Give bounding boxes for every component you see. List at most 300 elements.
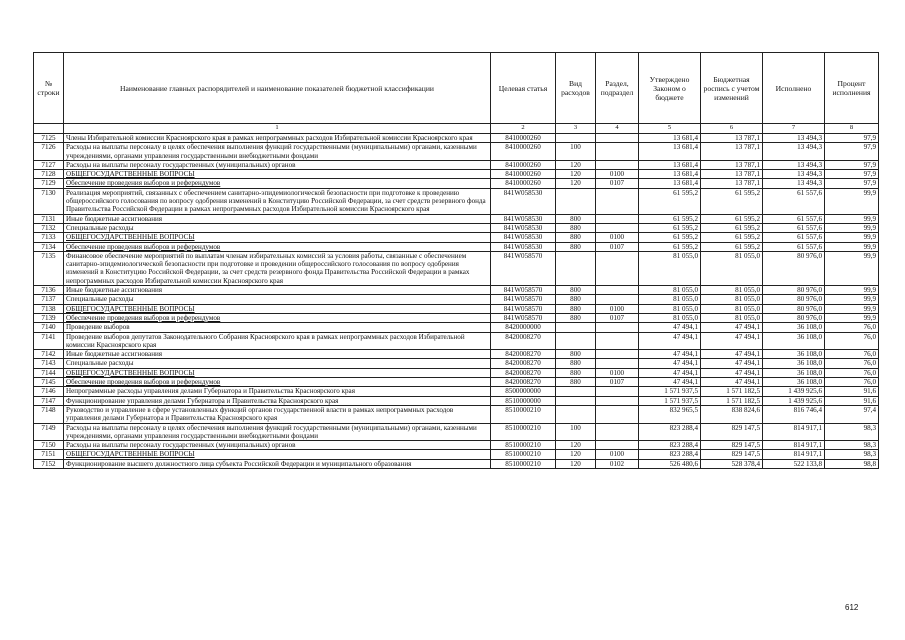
row-name: Финансовое обеспечение мероприятий по выплатам членам избирательных комиссий за условия работы, связанные с обеспечением санитарно-эпидемиологической безопасности при подготовке и проведении общероссийского голосования по вопросу одобрения изменений в Конституцию Российской Федерации, за счет средств резервного фонда Правительства Российской Федерации в рамках непрограммных расходов Избирательной комиссии Красноярского края	[64, 251, 491, 285]
row-number: 7145	[34, 378, 64, 387]
row-number: 7144	[34, 368, 64, 377]
row-approved: 823 288,4	[639, 441, 701, 450]
row-percent: 97,9	[825, 160, 879, 169]
row-executed: 36 108,0	[763, 378, 825, 387]
row-schedule: 13 787,1	[701, 179, 763, 188]
row-approved: 81 055,0	[639, 251, 701, 285]
row-name: Проведение выборов депутатов Законодательного Собрания Красноярского края в рамках непрограммных расходов Избирательной комиссии Красноярского края	[64, 332, 491, 350]
row-name	[64, 170, 491, 179]
row-schedule: 61 595,2	[701, 223, 763, 232]
row-approved: 61 595,2	[639, 223, 701, 232]
row-schedule: 47 494,1	[701, 368, 763, 377]
row-percent: 99,9	[825, 251, 879, 285]
column-number: 1	[64, 124, 491, 134]
row-executed: 80 976,0	[763, 295, 825, 304]
row-percent: 76,0	[825, 359, 879, 368]
row-percent: 99,9	[825, 223, 879, 232]
row-expense-type: 880	[556, 378, 596, 387]
row-executed: 61 557,6	[763, 188, 825, 214]
row-number: 7132	[34, 223, 64, 232]
row-approved: 81 055,0	[639, 295, 701, 304]
header-name: Наименование главных распорядителей и наименование показателей бюджетной классификации	[64, 53, 491, 124]
table-row	[34, 359, 879, 368]
row-executed: 1 439 925,6	[763, 387, 825, 396]
row-schedule: 81 055,0	[701, 286, 763, 295]
row-approved: 13 681,4	[639, 134, 701, 143]
row-executed: 13 494,3	[763, 179, 825, 188]
table-row	[34, 423, 879, 441]
row-name-text: Обеспечение проведения выборов и референдумов	[66, 242, 221, 251]
table-row	[34, 441, 879, 450]
row-name: Специальные расходы	[64, 295, 491, 304]
row-expense-type: 120	[556, 170, 596, 179]
row-expense-type	[556, 188, 596, 214]
header-vid: Вид расходов	[556, 53, 596, 124]
row-approved: 832 965,5	[639, 405, 701, 423]
row-name	[64, 450, 491, 459]
row-expense-type	[556, 134, 596, 143]
table-row	[34, 214, 879, 223]
row-section	[596, 188, 639, 214]
row-executed: 13 494,3	[763, 143, 825, 161]
row-percent: 76,0	[825, 350, 879, 359]
row-name-text: Обеспечение проведения выборов и референдумов	[66, 378, 221, 387]
table-row	[34, 313, 879, 322]
row-approved: 47 494,1	[639, 323, 701, 332]
row-section	[596, 286, 639, 295]
row-approved: 61 595,2	[639, 233, 701, 242]
row-section: 0102	[596, 459, 639, 468]
row-target-code: 8410000260	[491, 170, 556, 179]
table-row	[34, 233, 879, 242]
row-approved: 47 494,1	[639, 378, 701, 387]
row-schedule: 81 055,0	[701, 304, 763, 313]
row-name: Расходы на выплаты персоналу в целях обеспечения выполнения функций государственными (муниципальными) органами, казенными учреждениями, органами управления государственными внебюджетными фондами	[64, 423, 491, 441]
row-section: 0107	[596, 378, 639, 387]
row-target-code: 8420008270	[491, 368, 556, 377]
row-expense-type: 880	[556, 313, 596, 322]
row-target-code: 8410000260	[491, 179, 556, 188]
row-schedule: 47 494,1	[701, 323, 763, 332]
row-schedule: 13 787,1	[701, 143, 763, 161]
row-percent: 99,9	[825, 295, 879, 304]
row-expense-type: 880	[556, 304, 596, 313]
row-name-text: ОБЩЕГОСУДАРСТВЕННЫЕ ВОПРОСЫ	[66, 233, 195, 242]
row-section: 0107	[596, 313, 639, 322]
row-executed: 80 976,0	[763, 304, 825, 313]
row-number: 7147	[34, 396, 64, 405]
row-approved: 13 681,4	[639, 170, 701, 179]
row-name: Руководство и управление в сфере установленных функций органов государственной власти в рамках непрограммных расходов управления делами Губернатора и Правительства Красноярского края	[64, 405, 491, 423]
row-expense-type: 120	[556, 160, 596, 169]
row-schedule: 1 571 182,5	[701, 387, 763, 396]
row-name	[64, 368, 491, 377]
row-section	[596, 359, 639, 368]
row-schedule: 829 147,5	[701, 423, 763, 441]
row-section: 0107	[596, 242, 639, 251]
row-executed: 36 108,0	[763, 359, 825, 368]
row-percent: 76,0	[825, 378, 879, 387]
table-row	[34, 396, 879, 405]
header-razd: Раздел, подраздел	[596, 53, 639, 124]
row-approved: 823 288,4	[639, 450, 701, 459]
row-name: Расходы на выплаты персоналу государственных (муниципальных) органов	[64, 160, 491, 169]
table-row	[34, 405, 879, 423]
table-row	[34, 134, 879, 143]
row-expense-type: 120	[556, 179, 596, 188]
row-number: 7126	[34, 143, 64, 161]
row-approved: 47 494,1	[639, 359, 701, 368]
row-target-code: 8510000210	[491, 441, 556, 450]
row-percent: 97,9	[825, 179, 879, 188]
row-target-code: 841W058570	[491, 304, 556, 313]
row-percent: 97,9	[825, 143, 879, 161]
row-section	[596, 323, 639, 332]
row-expense-type: 880	[556, 223, 596, 232]
row-approved: 1 571 937,5	[639, 387, 701, 396]
header-num: № строки	[34, 53, 64, 124]
header-percent: Процент исполнения	[825, 53, 879, 124]
row-schedule: 13 787,1	[701, 170, 763, 179]
row-name-text: ОБЩЕГОСУДАРСТВЕННЫЕ ВОПРОСЫ	[66, 170, 195, 179]
row-number: 7137	[34, 295, 64, 304]
row-approved: 13 681,4	[639, 143, 701, 161]
column-number: 4	[596, 124, 639, 134]
row-number: 7127	[34, 160, 64, 169]
row-target-code: 841W058530	[491, 242, 556, 251]
row-name-text: ОБЩЕГОСУДАРСТВЕННЫЕ ВОПРОСЫ	[66, 304, 195, 313]
row-section: 0100	[596, 170, 639, 179]
row-approved: 47 494,1	[639, 368, 701, 377]
row-executed: 61 557,6	[763, 214, 825, 223]
row-expense-type: 800	[556, 350, 596, 359]
row-expense-type: 800	[556, 214, 596, 223]
table-row	[34, 323, 879, 332]
row-expense-type: 120	[556, 450, 596, 459]
table-row	[34, 179, 879, 188]
header-executed: Исполнено	[763, 53, 825, 124]
row-name: Иные бюджетные ассигнования	[64, 350, 491, 359]
row-section	[596, 387, 639, 396]
row-target-code: 8410000260	[491, 143, 556, 161]
row-schedule: 81 055,0	[701, 295, 763, 304]
row-name: Специальные расходы	[64, 359, 491, 368]
page-number: 612	[845, 603, 859, 612]
table-row	[34, 286, 879, 295]
table-row	[34, 251, 879, 285]
row-name: Специальные расходы	[64, 223, 491, 232]
row-section: 0100	[596, 450, 639, 459]
row-section	[596, 223, 639, 232]
row-target-code: 8420008270	[491, 350, 556, 359]
row-executed: 61 557,6	[763, 233, 825, 242]
row-executed: 814 917,1	[763, 441, 825, 450]
row-number: 7131	[34, 214, 64, 223]
row-target-code: 841W058530	[491, 233, 556, 242]
row-target-code: 8420008270	[491, 378, 556, 387]
row-schedule: 47 494,1	[701, 332, 763, 350]
row-target-code: 8510000000	[491, 396, 556, 405]
row-percent: 99,9	[825, 286, 879, 295]
row-name: Реализация мероприятий, связанных с обеспечением санитарно-эпидемиологической безопасности при подготовке к проведению общероссийского голосования по вопросу одобрения изменений в Конституцию Российской Федерации, за счет средств резервного фонда Правительства Российской Федерации в рамках непрограммных расходов Избирательной комиссии Красноярского края	[64, 188, 491, 214]
row-executed: 80 976,0	[763, 251, 825, 285]
row-schedule: 838 824,6	[701, 405, 763, 423]
row-executed: 522 133,8	[763, 459, 825, 468]
row-target-code: 841W058570	[491, 251, 556, 285]
row-number: 7148	[34, 405, 64, 423]
row-name-text: ОБЩЕГОСУДАРСТВЕННЫЕ ВОПРОСЫ	[66, 450, 195, 459]
table-row	[34, 368, 879, 377]
column-number	[34, 124, 64, 134]
column-number: 3	[556, 124, 596, 134]
row-name-text: ОБЩЕГОСУДАРСТВЕННЫЕ ВОПРОСЫ	[66, 368, 195, 377]
row-schedule: 528 378,4	[701, 459, 763, 468]
row-name: Иные бюджетные ассигнования	[64, 214, 491, 223]
row-number: 7139	[34, 313, 64, 322]
row-executed: 1 439 925,6	[763, 396, 825, 405]
row-schedule: 1 571 182,5	[701, 396, 763, 405]
row-target-code: 8410000260	[491, 134, 556, 143]
row-expense-type	[556, 396, 596, 405]
row-number: 7143	[34, 359, 64, 368]
row-name: Функционирование управления делами Губернатора и Правительства Красноярского края	[64, 396, 491, 405]
row-target-code: 8420008270	[491, 332, 556, 350]
row-schedule: 829 147,5	[701, 441, 763, 450]
row-schedule: 13 787,1	[701, 134, 763, 143]
row-number: 7130	[34, 188, 64, 214]
row-approved: 823 288,4	[639, 423, 701, 441]
row-target-code: 841W058530	[491, 188, 556, 214]
row-approved: 47 494,1	[639, 350, 701, 359]
row-percent: 91,6	[825, 387, 879, 396]
row-section	[596, 295, 639, 304]
row-name	[64, 304, 491, 313]
row-percent: 97,4	[825, 405, 879, 423]
row-expense-type	[556, 323, 596, 332]
row-section	[596, 143, 639, 161]
row-section	[596, 332, 639, 350]
row-section	[596, 134, 639, 143]
row-name: Функционирование высшего должностного лица субъекта Российской Федерации и муниципального образования	[64, 459, 491, 468]
table-row	[34, 304, 879, 313]
row-number: 7128	[34, 170, 64, 179]
row-executed: 814 917,1	[763, 423, 825, 441]
row-percent: 76,0	[825, 368, 879, 377]
row-section	[596, 160, 639, 169]
table-row	[34, 242, 879, 251]
row-expense-type	[556, 332, 596, 350]
row-number: 7141	[34, 332, 64, 350]
row-number: 7138	[34, 304, 64, 313]
column-number: 8	[825, 124, 879, 134]
row-percent: 98,3	[825, 423, 879, 441]
row-section: 0100	[596, 233, 639, 242]
row-expense-type: 880	[556, 368, 596, 377]
row-percent: 98,3	[825, 441, 879, 450]
row-name: Проведение выборов	[64, 323, 491, 332]
row-executed: 36 108,0	[763, 368, 825, 377]
row-schedule: 61 595,2	[701, 242, 763, 251]
row-schedule: 47 494,1	[701, 350, 763, 359]
table-row	[34, 223, 879, 232]
row-name: Члены Избирательной комиссии Красноярского края в рамках непрограммных расходов Избирательной комиссии Красноярского края	[64, 134, 491, 143]
table-row	[34, 450, 879, 459]
row-target-code: 8510000210	[491, 405, 556, 423]
row-expense-type	[556, 251, 596, 285]
row-section: 0100	[596, 368, 639, 377]
row-target-code: 841W058530	[491, 214, 556, 223]
row-target-code: 8510000210	[491, 450, 556, 459]
row-approved: 47 494,1	[639, 332, 701, 350]
row-approved: 13 681,4	[639, 179, 701, 188]
row-target-code: 8510000210	[491, 423, 556, 441]
table-row	[34, 188, 879, 214]
row-schedule: 829 147,5	[701, 450, 763, 459]
row-section	[596, 441, 639, 450]
row-name: Иные бюджетные ассигнования	[64, 286, 491, 295]
header-schedule: Бюджетная роспись с учетом изменений	[701, 53, 763, 124]
row-expense-type: 100	[556, 423, 596, 441]
row-target-code: 8510000210	[491, 459, 556, 468]
row-name: Непрограммные расходы управления делами Губернатора и Правительства Красноярского края	[64, 387, 491, 396]
row-executed: 80 976,0	[763, 313, 825, 322]
table-row	[34, 387, 879, 396]
row-section	[596, 251, 639, 285]
header-row	[34, 53, 879, 124]
row-approved: 1 571 937,5	[639, 396, 701, 405]
row-percent: 98,8	[825, 459, 879, 468]
row-approved: 61 595,2	[639, 214, 701, 223]
column-number: 2	[491, 124, 556, 134]
row-number: 7134	[34, 242, 64, 251]
row-section	[596, 396, 639, 405]
row-executed: 36 108,0	[763, 332, 825, 350]
row-expense-type: 880	[556, 359, 596, 368]
row-approved: 61 595,2	[639, 188, 701, 214]
row-executed: 13 494,3	[763, 160, 825, 169]
row-expense-type: 120	[556, 459, 596, 468]
row-percent: 99,9	[825, 242, 879, 251]
row-name-text: Обеспечение проведения выборов и референдумов	[66, 313, 221, 322]
row-expense-type	[556, 387, 596, 396]
row-percent: 97,9	[825, 170, 879, 179]
row-expense-type: 120	[556, 441, 596, 450]
row-percent: 97,9	[825, 134, 879, 143]
row-target-code: 8420008270	[491, 359, 556, 368]
row-number: 7135	[34, 251, 64, 285]
row-target-code: 841W058570	[491, 295, 556, 304]
row-approved: 526 480,6	[639, 459, 701, 468]
row-number: 7140	[34, 323, 64, 332]
row-expense-type: 880	[556, 242, 596, 251]
row-percent: 98,3	[825, 450, 879, 459]
column-number: 6	[701, 124, 763, 134]
row-number: 7146	[34, 387, 64, 396]
header-code: Целевая статья	[491, 53, 556, 124]
table-row	[34, 143, 879, 161]
row-number: 7152	[34, 459, 64, 468]
row-executed: 13 494,3	[763, 134, 825, 143]
row-target-code: 841W058530	[491, 223, 556, 232]
row-expense-type	[556, 405, 596, 423]
row-executed: 13 494,3	[763, 170, 825, 179]
row-approved: 81 055,0	[639, 286, 701, 295]
row-percent: 99,9	[825, 233, 879, 242]
table-row	[34, 459, 879, 468]
row-name	[64, 242, 491, 251]
row-section	[596, 423, 639, 441]
row-expense-type: 100	[556, 143, 596, 161]
row-section	[596, 214, 639, 223]
row-target-code: 841W058570	[491, 286, 556, 295]
row-section	[596, 350, 639, 359]
row-target-code: 841W058570	[491, 313, 556, 322]
row-schedule: 47 494,1	[701, 359, 763, 368]
header-approved: Утверждено Законом о бюджете	[639, 53, 701, 124]
row-name	[64, 313, 491, 322]
row-percent: 99,9	[825, 188, 879, 214]
column-number-row	[34, 124, 879, 134]
row-number: 7149	[34, 423, 64, 441]
row-number: 7142	[34, 350, 64, 359]
row-schedule: 13 787,1	[701, 160, 763, 169]
table-row	[34, 160, 879, 169]
table-body	[34, 134, 879, 469]
row-schedule: 61 595,2	[701, 233, 763, 242]
row-expense-type: 880	[556, 233, 596, 242]
column-number: 7	[763, 124, 825, 134]
row-schedule: 47 494,1	[701, 378, 763, 387]
row-section	[596, 405, 639, 423]
row-name: Расходы на выплаты персоналу в целях обеспечения выполнения функций государственными (муниципальными) органами, казенными учреждениями, органами управления государственными внебюджетными фондами	[64, 143, 491, 161]
budget-table	[33, 52, 879, 469]
row-target-code: 8500000000	[491, 387, 556, 396]
row-schedule: 61 595,2	[701, 214, 763, 223]
row-approved: 81 055,0	[639, 304, 701, 313]
row-schedule: 61 595,2	[701, 188, 763, 214]
row-schedule: 81 055,0	[701, 313, 763, 322]
row-name: Расходы на выплаты персоналу государственных (муниципальных) органов	[64, 441, 491, 450]
row-expense-type: 880	[556, 295, 596, 304]
row-executed: 80 976,0	[763, 286, 825, 295]
column-number: 5	[639, 124, 701, 134]
table-row	[34, 170, 879, 179]
row-name-text: Обеспечение проведения выборов и референдумов	[66, 179, 221, 188]
row-executed: 36 108,0	[763, 323, 825, 332]
row-section: 0107	[596, 179, 639, 188]
row-executed: 816 746,4	[763, 405, 825, 423]
row-expense-type: 800	[556, 286, 596, 295]
row-executed: 61 557,6	[763, 242, 825, 251]
row-number: 7136	[34, 286, 64, 295]
row-percent: 99,9	[825, 313, 879, 322]
table-row	[34, 332, 879, 350]
table-row	[34, 378, 879, 387]
row-executed: 61 557,6	[763, 223, 825, 232]
row-executed: 36 108,0	[763, 350, 825, 359]
row-percent: 99,9	[825, 214, 879, 223]
row-approved: 81 055,0	[639, 313, 701, 322]
row-percent: 76,0	[825, 323, 879, 332]
table-row	[34, 295, 879, 304]
row-number: 7129	[34, 179, 64, 188]
row-target-code: 8420000000	[491, 323, 556, 332]
row-name	[64, 179, 491, 188]
row-target-code: 8410000260	[491, 160, 556, 169]
row-percent: 91,6	[825, 396, 879, 405]
row-approved: 13 681,4	[639, 160, 701, 169]
row-number: 7151	[34, 450, 64, 459]
